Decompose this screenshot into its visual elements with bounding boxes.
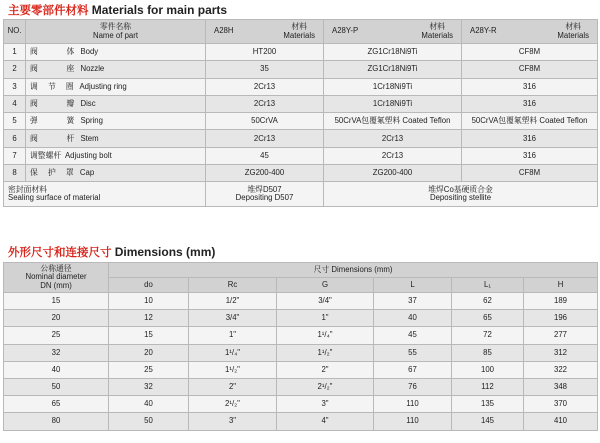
cell-l1: 72 [452,327,524,344]
row-no: 6 [4,130,26,147]
cell-do: 15 [109,327,189,344]
header-dn-cn: 公称通径 [40,264,72,274]
row-a28h-material: HT200 [206,44,324,61]
cell-g: 3" [277,396,374,413]
cell-do: 50 [109,413,189,430]
materials-row [4,147,598,164]
cell-h: 410 [524,413,598,430]
row-a28yp-material: 2Cr13 [324,130,462,147]
row-a28yr-material: 316 [462,78,598,95]
row-a28yr-material: 316 [462,147,598,164]
materials-row [4,44,598,61]
seal-label [4,182,206,207]
cell-l1: 62 [452,293,524,310]
part-name-cn: 阀 杆 [30,133,79,143]
cell-l: 37 [374,293,452,310]
row-part-name [26,147,206,164]
seal-label-en: Sealing surface of material [8,193,101,203]
header-part-en: Name of part [92,30,139,40]
cell-dn: 25 [4,327,109,344]
materials-row [4,61,598,78]
row-a28yr-material: 316 [462,130,598,147]
cell-dn: 20 [4,310,109,327]
row-a28yr-material: 50CrVA包覆氟塑料 Coated Teflon [462,113,598,130]
dimensions-row [4,310,598,327]
cell-dn: 15 [4,293,109,310]
row-part-name [26,113,206,130]
header-a28yr [462,20,598,44]
row-part-name [26,78,206,95]
row-a28h-material: 2Cr13 [206,95,324,112]
cell-do: 10 [109,293,189,310]
part-name-cn: 阀 体 [30,47,79,57]
row-no: 2 [4,61,26,78]
header-a28yp-model: A28Y-P [332,26,359,36]
seal-other-en: Depositing stellite [429,193,492,203]
part-name-en: Cap [79,168,95,178]
materials-section-title [8,2,227,18]
dimensions-table [3,262,598,431]
row-a28yp-material: ZG200-400 [324,165,462,182]
dimensions-row [4,327,598,344]
seal-label-cn: 密封面材料 [8,185,47,195]
row-part-name [26,165,206,182]
cell-g: 1¹/₂" [277,344,374,361]
part-name-cn: 阀 瓣 [30,98,79,108]
cell-l: 110 [374,396,452,413]
header-dimensions: 尺寸 Dimensions (mm) [109,263,598,278]
row-a28h-material: 50CrVA [206,113,324,130]
cell-do: 40 [109,396,189,413]
dimensions-row [4,378,598,395]
row-a28h-material: 45 [206,147,324,164]
row-a28yp-material: 50CrVA包覆氟塑料 Coated Teflon [324,113,462,130]
cell-h: 312 [524,344,598,361]
header-a28h [206,20,324,44]
row-a28h-material: 2Cr13 [206,78,324,95]
row-part-name [26,44,206,61]
cell-h: 348 [524,378,598,395]
dimensions-row [4,344,598,361]
part-name-en: Disc [80,98,96,108]
materials-row [4,130,598,147]
header-do: do [109,278,189,293]
row-a28yr-material: CF8M [462,165,598,182]
row-no: 5 [4,113,26,130]
cell-h: 277 [524,327,598,344]
dimensions-header-row-1 [4,263,598,278]
part-name-en: Body [80,47,99,57]
materials-title-en: Materials for main parts [91,3,228,17]
header-g: G [277,278,374,293]
row-no: 4 [4,95,26,112]
header-h: H [524,278,598,293]
materials-header-row [4,20,598,44]
cell-dn: 32 [4,344,109,361]
dimensions-row [4,361,598,378]
cell-l1: 135 [452,396,524,413]
materials-row [4,113,598,130]
cell-rc: 2" [189,378,277,395]
header-part-cn: 零件名称 [99,22,132,32]
cell-g: 2" [277,361,374,378]
header-a28yr-model: A28Y-R [470,26,497,36]
header-a28yp [324,20,462,44]
cell-rc: 1¹/₄" [189,344,277,361]
part-name-cn: 阀 座 [30,64,79,74]
part-name-en: Adjusting ring [79,81,127,91]
materials-table [3,19,598,207]
header-a28yr-materials: 材料 Materials [557,21,589,40]
materials-row [4,78,598,95]
cell-rc: 3/4" [189,310,277,327]
cell-rc: 3" [189,413,277,430]
cell-l: 110 [374,413,452,430]
cell-l: 45 [374,327,452,344]
dimensions-row [4,413,598,430]
cell-do: 32 [109,378,189,395]
row-a28h-material: 2Cr13 [206,130,324,147]
row-a28yr-material: CF8M [462,61,598,78]
dimensions-row [4,293,598,310]
seal-other-cn: 堆焊Co基硬质合金 [428,185,493,195]
cell-do: 12 [109,310,189,327]
cell-dn: 80 [4,413,109,430]
part-name-en: Spring [80,116,103,126]
row-no: 3 [4,78,26,95]
header-part-name [26,20,206,44]
cell-h: 189 [524,293,598,310]
seal-a28h-en: Depositing D507 [235,193,294,203]
part-name-cn: 调 节 圈 [30,81,78,91]
dimensions-section-title [8,244,215,260]
cell-rc: 1" [189,327,277,344]
cell-dn: 50 [4,378,109,395]
part-name-en: Adjusting bolt [64,150,112,160]
row-part-name [26,95,206,112]
cell-do: 20 [109,344,189,361]
cell-h: 370 [524,396,598,413]
row-a28yr-material: CF8M [462,44,598,61]
cell-dn: 65 [4,396,109,413]
dimensions-row [4,396,598,413]
row-part-name [26,130,206,147]
cell-l: 67 [374,361,452,378]
cell-rc: 1/2" [189,293,277,310]
row-a28yr-material: 316 [462,95,598,112]
header-rc: Rc [189,278,277,293]
part-name-cn: 保 护 罩 [30,168,78,178]
header-nominal-diameter [4,263,109,293]
row-no: 7 [4,147,26,164]
cell-l1: 65 [452,310,524,327]
cell-h: 322 [524,361,598,378]
row-no: 8 [4,165,26,182]
row-a28h-material: 35 [206,61,324,78]
cell-l1: 145 [452,413,524,430]
cell-l1: 100 [452,361,524,378]
row-a28yp-material: ZG1Cr18Ni9Ti [324,61,462,78]
cell-l1: 112 [452,378,524,395]
cell-l: 76 [374,378,452,395]
cell-rc: 1¹/₂" [189,361,277,378]
row-a28yp-material: 2Cr13 [324,147,462,164]
sealing-surface-row [4,182,598,207]
header-a28yp-materials: 材料 Materials [421,21,453,40]
cell-l: 40 [374,310,452,327]
dimensions-title-en: Dimensions (mm) [114,245,216,259]
header-l: L [374,278,452,293]
dimensions-title-cn: 外形尺寸和连接尺寸 [8,247,112,259]
header-a28h-materials: 材料 Materials [283,21,315,40]
cell-g: 1" [277,310,374,327]
cell-do: 25 [109,361,189,378]
row-a28yp-material: 1Cr18Ni9Ti [324,78,462,95]
cell-g: 3/4" [277,293,374,310]
cell-g: 2¹/₂" [277,378,374,395]
row-a28yp-material: 1Cr18Ni9Ti [324,95,462,112]
cell-g: 4" [277,413,374,430]
materials-row [4,95,598,112]
header-dn-en2: DN (mm) [40,280,72,290]
row-a28yp-material: ZG1Cr18Ni9Ti [324,44,462,61]
cell-l1: 85 [452,344,524,361]
materials-title-cn: 主要零部件材料 [8,5,89,17]
seal-a28h-cn: 堆焊D507 [247,185,282,195]
seal-other [324,182,598,207]
seal-a28h [206,182,324,207]
cell-l: 55 [374,344,452,361]
row-a28h-material: ZG200-400 [206,165,324,182]
cell-g: 1¹/₄" [277,327,374,344]
header-no: NO. [4,20,26,44]
materials-row [4,165,598,182]
row-part-name [26,61,206,78]
part-name-en: Stem [80,133,99,143]
cell-dn: 40 [4,361,109,378]
header-a28h-model: A28H [214,26,234,36]
cell-h: 196 [524,310,598,327]
part-name-cn: 弹 簧 [30,116,79,126]
part-name-en: Nozzle [80,64,105,74]
part-name-cn: 调整螺杆 [30,150,62,160]
row-no: 1 [4,44,26,61]
header-dn-en1: Nominal diameter [25,272,87,282]
cell-rc: 2¹/₂" [189,396,277,413]
header-l1: L₁ [452,278,524,293]
